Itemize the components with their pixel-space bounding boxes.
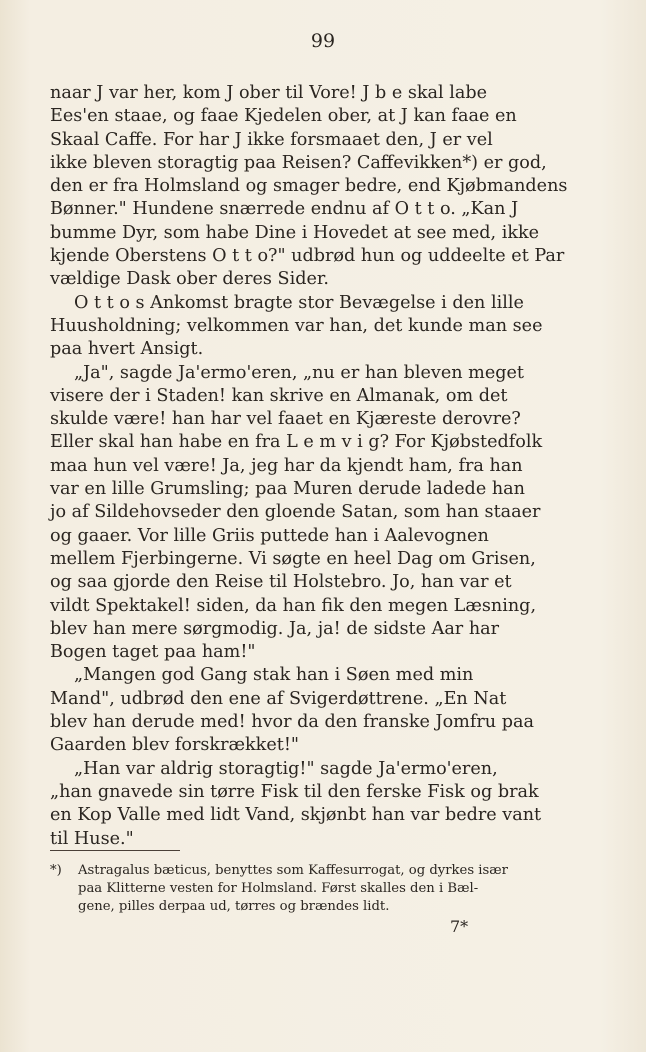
footnote-text: Astragalus bæticus, benyttes som Kaffesurrogat, og dyrkes især [78,863,508,878]
text-line: „han gnavede sin tørre Fisk til den ferske Fisk og brak [50,781,539,802]
text-line: til Huse." [50,828,134,849]
text-line: var en lille Grumsling; paa Muren derude ladede han [50,479,525,500]
text-line: en Kop Valle med lidt Vand, skjønbt han var bedre vant [50,805,542,826]
text-line: paa hvert Ansigt. [50,339,204,360]
text-line: Eller skal han habe en fra L e m v i g? For Kjøbstedfolk [50,432,543,453]
text-line: O t t o s Ankomst bragte stor Bevægelse i den lille [74,292,524,313]
text-line: og saa gjorde den Reise til Holstebro. Jo, han var et [50,572,512,593]
text-line: Bønner." Hundene snærrede endnu af O t t o. „Kan J [50,199,519,220]
text-line: skulde være! han har vel faaet en Kjæreste derovre? [50,409,521,430]
text-line: og gaaer. Vor lille Griis puttede han i Aalevognen [50,525,489,546]
footnote-line [50,862,584,880]
text-line: „Han var aldrig storagtig!" sagde Ja'ermo'eren, [74,758,498,779]
text-line: jo af Sildehovseder den gloende Satan, som han staaer [50,502,541,523]
text-line: Skaal Caffe. For har J ikke forsmaaet den, J er vel [50,129,493,150]
text-line: bumme Dyr, som habe Dine i Hovedet at see med, ikke [50,222,540,243]
text-line: blev han derude med! hvor da den franske Jomfru paa [50,712,534,733]
text-line: ikke bleven storagtig paa Reisen? Caffevikken*) er god, [50,152,547,173]
text-line: Gaarden blev forskrækket!" [50,735,299,756]
text-line: visere der i Staden! kan skrive en Almanak, om det [50,385,508,406]
text-line: vildt Spektakel! siden, da han fik den megen Læsning, [50,595,537,616]
text-line: Huusholdning; velkommen var han, det kunde man see [50,315,543,336]
text-line: naar J var her, kom J ober til Vore! J b e skal labe [50,83,488,103]
footnote [50,862,584,917]
footnote-marker: *) [50,863,62,878]
footnote-line: paa Klitterne vesten for Holmsland. Først skalles den i Bæl- [78,881,479,897]
text-line: „Mangen god Gang stak han i Søen med min [74,665,474,686]
text-line: blev han mere sørgmodig. Ja, ja! de sidste Aar har [50,618,500,639]
page-number: 99 [310,30,336,52]
text-line: maa hun vel være! Ja, jeg har da kjendt ham, fra han [50,455,523,476]
text-line: Mand", udbrød den ene af Svigerdøttrene. „En Nat [50,688,507,709]
text-line: mellem Fjerbingerne. Vi søgte en heel Dag om Grisen, [50,548,536,569]
text-line: Bogen taget paa ham!" [50,642,256,663]
footnote-divider [50,850,180,851]
signature-mark: 7* [450,917,469,936]
text-line: den er fra Holmsland og smager bedre, end Kjøbmandens [50,176,568,197]
text-line: „Ja", sagde Ja'ermo'eren, „nu er han bleven meget [74,362,524,383]
text-line: kjende Oberstens O t t o?" udbrød hun og uddeelte et Par [50,246,565,267]
text-line: vældige Dask ober deres Sider. [50,269,329,290]
footnote-line: gene, pilles derpaa ud, tørres og brændes lidt. [78,899,390,915]
text-line: Ees'en staae, og faae Kjedelen ober, at J kan faae en [50,106,517,127]
body-text [50,82,584,851]
